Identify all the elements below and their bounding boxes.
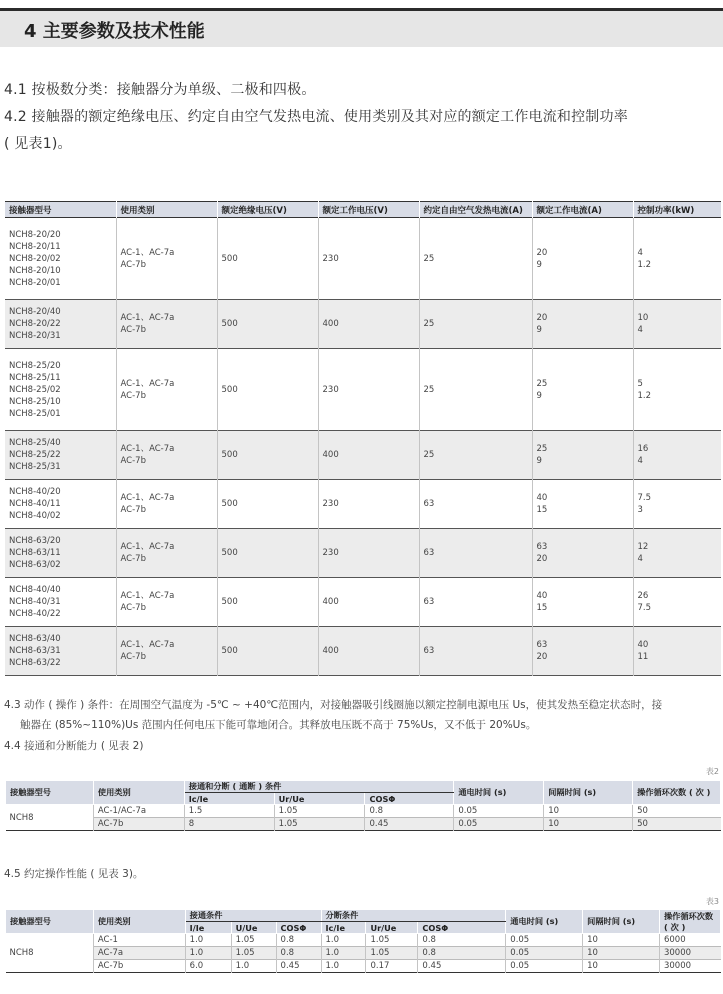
- col-header-control-power: 控制功率(kW): [633, 202, 721, 218]
- model-name: NCH8-40/11: [9, 499, 61, 509]
- current-value: 63: [536, 542, 548, 552]
- table-cell: 0.8: [276, 947, 321, 960]
- model-name: NCH8-20/20: [9, 229, 61, 240]
- power-value: 7.5: [637, 493, 652, 503]
- table-row: [5, 349, 721, 431]
- table-cell: 10: [583, 960, 660, 973]
- table-cell: 0.8: [418, 947, 506, 960]
- table-cell: AC-1: [93, 934, 185, 947]
- col-header-thermal-current: 约定自由空气发热电流(A): [419, 202, 532, 218]
- model-name: NCH8-40/40: [9, 585, 61, 595]
- table-cell: 50: [633, 818, 721, 831]
- table-row: [6, 947, 721, 960]
- operational-voltage-cell: 400: [318, 627, 419, 676]
- operational-current-cell: [532, 431, 633, 480]
- model-name: NCH8-40/22: [9, 609, 61, 619]
- power-value: 4: [637, 554, 643, 564]
- current-value: 25: [536, 378, 548, 389]
- power-value: 11: [637, 652, 649, 662]
- category-cell: [116, 218, 217, 300]
- t3-header-ur-ue: Ur/Ue: [366, 922, 418, 934]
- table-row: [5, 529, 721, 578]
- power-value: 40: [637, 640, 649, 650]
- operational-current-cell: [532, 300, 633, 349]
- insulation-voltage-cell: 500: [217, 480, 318, 529]
- control-power-cell: [633, 431, 721, 480]
- power-value: 16: [637, 444, 649, 454]
- thermal-current-cell: 25: [419, 300, 532, 349]
- category-value: AC-1、AC-7a: [120, 378, 175, 389]
- model-name: NCH8-25/40: [9, 438, 61, 448]
- paragraph-4-3-line-2: 触器在 (85%~110%)Us 范围内任何电压下能可靠地闭合。其释放电压既不高于 75%Us，又不低于 20%Us。: [20, 719, 537, 731]
- control-power-cell: [633, 349, 721, 431]
- model-name: NCH8-63/02: [9, 560, 61, 570]
- category-cell: [116, 431, 217, 480]
- table-cell: 1.0: [321, 960, 366, 973]
- table-cell: 10: [583, 934, 660, 947]
- category-cell: [116, 349, 217, 431]
- table-header-row: [5, 202, 721, 218]
- model-name: NCH8-20/31: [9, 331, 61, 341]
- category-cell: [116, 529, 217, 578]
- table-row: [6, 960, 721, 973]
- table-2-label: 表2: [705, 767, 719, 776]
- power-value: 26: [637, 591, 649, 601]
- thermal-current-cell: 25: [419, 349, 532, 431]
- insulation-voltage-cell: 500: [217, 578, 318, 627]
- table-cell: 1.05: [231, 934, 276, 947]
- power-value: 4: [637, 247, 643, 258]
- control-power-cell: [633, 529, 721, 578]
- control-power-cell: [633, 578, 721, 627]
- t3-header-category: 使用类别: [93, 910, 185, 934]
- table-cell: 0.8: [276, 934, 321, 947]
- t3-header-cos: COSΦ: [276, 922, 321, 934]
- table-cell: 50: [633, 805, 721, 818]
- t3-header-cycles: 操作循环次数 ( 次 ): [659, 910, 720, 934]
- model-cell: [5, 431, 116, 480]
- col-header-operational-current: 额定工作电流(A): [532, 202, 633, 218]
- thermal-current-cell: 63: [419, 578, 532, 627]
- operational-voltage-cell: 230: [318, 218, 419, 300]
- table-cell: 10: [544, 818, 633, 831]
- table-cell: AC-7b: [93, 960, 185, 973]
- model-name: NCH8-40/20: [9, 487, 61, 497]
- table-cell: 0.8: [418, 934, 506, 947]
- model-name: NCH8-20/22: [9, 319, 61, 329]
- table-cell: 1.05: [231, 947, 276, 960]
- col-header-operational-voltage: 额定工作电压(V): [318, 202, 419, 218]
- control-power-cell: [633, 218, 721, 300]
- table-row: [5, 480, 721, 529]
- current-value: 9: [536, 259, 542, 270]
- paragraph-4-2-line-1: 4.2 接触器的额定绝缘电压、约定自由空气发热电流、使用类别及其对应的额定工作电流和控制功率: [4, 109, 628, 125]
- t2-header-cycles: 操作循环次数 ( 次 ): [633, 781, 721, 805]
- category-value: AC-1、AC-7a: [120, 313, 175, 323]
- category-value: AC-7b: [120, 456, 146, 466]
- current-value: 20: [536, 554, 548, 564]
- operational-current-cell: [532, 480, 633, 529]
- table-cell: 0.05: [454, 818, 544, 831]
- model-name: NCH8-20/10: [9, 265, 61, 276]
- operational-voltage-cell: 400: [318, 431, 419, 480]
- power-value: 1.2: [637, 259, 652, 270]
- t2-header-category: 使用类别: [93, 781, 184, 805]
- control-power-cell: [633, 627, 721, 676]
- model-cell: [5, 627, 116, 676]
- t2-header-ic-ie: Ic/Ie: [184, 793, 274, 805]
- paragraph-4-3-line-1: 4.3 动作 ( 操作 ) 条件：在周围空气温度为 -5℃ ~ +40℃范围内，对接触器吸引线圈施以额定控制电源电压 Us，使其发热至稳定状态时，接: [4, 699, 663, 711]
- table-row: [5, 627, 721, 676]
- table-cell: 1.0: [231, 960, 276, 973]
- category-value: AC-1、AC-7a: [120, 444, 175, 454]
- category-value: AC-7b: [120, 603, 146, 613]
- model-cell: NCH8: [6, 934, 94, 973]
- table-cell: 0.05: [506, 934, 583, 947]
- paragraph-4-2-line-2: ( 见表1)。: [4, 136, 72, 152]
- current-value: 40: [536, 591, 548, 601]
- table-row: [6, 805, 721, 818]
- table-cell: 8: [184, 818, 274, 831]
- table-cell: 0.05: [506, 947, 583, 960]
- power-value: 12: [637, 542, 649, 552]
- model-name: NCH8-63/40: [9, 634, 61, 644]
- t2-header-on-time: 通电时间 (s): [454, 781, 544, 805]
- model-name: NCH8-20/02: [9, 253, 61, 264]
- paragraph-4-5: 4.5 约定操作性能 ( 见表 3)。: [4, 868, 144, 880]
- t2-header-cos: COSΦ: [365, 793, 454, 805]
- category-value: AC-7b: [120, 554, 146, 564]
- table-row: [6, 934, 721, 947]
- model-name: NCH8-40/02: [9, 511, 61, 521]
- current-value: 63: [536, 640, 548, 650]
- table-cell: 1.0: [321, 947, 366, 960]
- model-name: NCH8-25/02: [9, 384, 61, 395]
- operational-current-cell: [532, 578, 633, 627]
- insulation-voltage-cell: 500: [217, 349, 318, 431]
- model-cell: NCH8: [6, 805, 94, 831]
- current-value: 25: [536, 444, 548, 454]
- model-name: NCH8-63/20: [9, 536, 61, 546]
- table-cell: 0.05: [454, 805, 544, 818]
- power-value: 4: [637, 325, 643, 335]
- table-cell: 0.45: [276, 960, 321, 973]
- model-cell: [5, 578, 116, 627]
- model-cell: [5, 300, 116, 349]
- operational-current-cell: [532, 627, 633, 676]
- category-value: AC-1、AC-7a: [120, 591, 175, 601]
- t2-header-interval: 间隔时间 (s): [544, 781, 633, 805]
- current-value: 9: [536, 456, 542, 466]
- model-name: NCH8-25/11: [9, 372, 61, 383]
- paragraph-4-1: 4.1 按极数分类：接触器分为单级、二极和四极。: [4, 82, 316, 98]
- model-cell: [5, 480, 116, 529]
- table-cell: 1.05: [366, 934, 418, 947]
- operational-voltage-cell: 400: [318, 578, 419, 627]
- t3-header-u-ue: U/Ue: [231, 922, 276, 934]
- make-break-table: [5, 780, 721, 831]
- table-cell: 1.0: [321, 934, 366, 947]
- insulation-voltage-cell: 500: [217, 300, 318, 349]
- model-name: NCH8-25/10: [9, 396, 61, 407]
- table-cell: 10: [583, 947, 660, 960]
- t2-header-conditions: 接通和分断 ( 通断 ) 条件: [184, 781, 454, 793]
- table-row: [5, 300, 721, 349]
- t3-header-interval: 间隔时间 (s): [583, 910, 660, 934]
- category-cell: [116, 578, 217, 627]
- category-cell: [116, 627, 217, 676]
- category-value: AC-7b: [120, 505, 146, 515]
- thermal-current-cell: 63: [419, 529, 532, 578]
- operational-current-cell: [532, 349, 633, 431]
- col-header-model: 接触器型号: [5, 202, 116, 218]
- category-value: AC-7b: [120, 259, 146, 270]
- model-cell: [5, 529, 116, 578]
- power-value: 7.5: [637, 603, 652, 613]
- insulation-voltage-cell: 500: [217, 218, 318, 300]
- operating-performance-table: [5, 909, 721, 973]
- section-title: 4 主要参数及技术性能: [24, 21, 205, 42]
- table-cell: 30000: [659, 960, 720, 973]
- model-name: NCH8-20/40: [9, 307, 61, 317]
- current-value: 20: [536, 247, 548, 258]
- model-name: NCH8-40/31: [9, 597, 61, 607]
- operational-current-cell: [532, 218, 633, 300]
- t3-header-on-time: 通电时间 (s): [506, 910, 583, 934]
- t3-header-make: 接通条件: [185, 910, 321, 922]
- current-value: 9: [536, 390, 542, 401]
- thermal-current-cell: 63: [419, 627, 532, 676]
- model-name: NCH8-20/01: [9, 277, 61, 288]
- model-cell: [5, 349, 116, 431]
- model-name: NCH8-25/31: [9, 462, 61, 472]
- power-value: 4: [637, 456, 643, 466]
- insulation-voltage-cell: 500: [217, 529, 318, 578]
- parameters-table: [5, 201, 721, 676]
- t3-header-break: 分断条件: [321, 910, 506, 922]
- current-value: 20: [536, 313, 548, 323]
- thermal-current-cell: 25: [419, 431, 532, 480]
- table-cell: 0.17: [366, 960, 418, 973]
- power-value: 1.2: [637, 390, 652, 401]
- table-cell: AC-7b: [93, 818, 184, 831]
- model-name: NCH8-63/11: [9, 548, 61, 558]
- insulation-voltage-cell: 500: [217, 627, 318, 676]
- insulation-voltage-cell: 500: [217, 431, 318, 480]
- table-cell: 1.0: [185, 934, 231, 947]
- operational-voltage-cell: 400: [318, 300, 419, 349]
- category-value: AC-1、AC-7a: [120, 640, 175, 650]
- thermal-current-cell: 63: [419, 480, 532, 529]
- table-cell: 0.45: [418, 960, 506, 973]
- model-name: NCH8-63/22: [9, 658, 61, 668]
- t2-header-model: 接触器型号: [6, 781, 94, 805]
- t3-header-ic-ie: Ic/Ie: [321, 922, 366, 934]
- table-row: [5, 218, 721, 300]
- paragraph-4-4: 4.4 接通和分断能力 ( 见表 2): [4, 740, 144, 752]
- operational-voltage-cell: 230: [318, 480, 419, 529]
- category-value: AC-1、AC-7a: [120, 542, 175, 552]
- table-cell: 6.0: [185, 960, 231, 973]
- category-value: AC-7b: [120, 652, 146, 662]
- operational-voltage-cell: 230: [318, 529, 419, 578]
- power-value: 3: [637, 505, 643, 515]
- table-cell: 10: [544, 805, 633, 818]
- table-cell: 1.0: [185, 947, 231, 960]
- current-value: 40: [536, 493, 548, 503]
- table-cell: 30000: [659, 947, 720, 960]
- current-value: 15: [536, 603, 548, 613]
- category-cell: [116, 480, 217, 529]
- table-cell: 0.05: [506, 960, 583, 973]
- power-value: 10: [637, 313, 649, 323]
- t3-header-cos-2: COSΦ: [418, 922, 506, 934]
- table-cell: 1.05: [274, 818, 365, 831]
- table-cell: 1.05: [274, 805, 365, 818]
- t2-header-ur-ue: Ur/Ue: [274, 793, 365, 805]
- t3-header-i-ie: I/Ie: [185, 922, 231, 934]
- model-name: NCH8-25/22: [9, 450, 61, 460]
- thermal-current-cell: 25: [419, 218, 532, 300]
- col-header-insulation-voltage: 额定绝缘电压(V): [217, 202, 318, 218]
- category-cell: [116, 300, 217, 349]
- table-3-label: 表3: [705, 897, 719, 906]
- control-power-cell: [633, 480, 721, 529]
- table-row: [5, 578, 721, 627]
- model-cell: [5, 218, 116, 300]
- category-value: AC-7b: [120, 325, 146, 335]
- power-value: 5: [637, 378, 643, 389]
- table-cell: AC-7a: [93, 947, 185, 960]
- col-header-category: 使用类别: [116, 202, 217, 218]
- table-cell: 1.05: [366, 947, 418, 960]
- table-cell: AC-1/AC-7a: [93, 805, 184, 818]
- current-value: 9: [536, 325, 542, 335]
- t3-header-model: 接触器型号: [6, 910, 94, 934]
- table-cell: 0.8: [365, 805, 454, 818]
- table-cell: 6000: [659, 934, 720, 947]
- table-row: [5, 431, 721, 480]
- category-value: AC-7b: [120, 390, 146, 401]
- current-value: 15: [536, 505, 548, 515]
- table-cell: 1.5: [184, 805, 274, 818]
- model-name: NCH8-25/01: [9, 408, 61, 419]
- table-row: [6, 818, 721, 831]
- operational-voltage-cell: 230: [318, 349, 419, 431]
- model-name: NCH8-20/11: [9, 241, 61, 252]
- category-value: AC-1、AC-7a: [120, 247, 175, 258]
- operational-current-cell: [532, 529, 633, 578]
- table-cell: 0.45: [365, 818, 454, 831]
- model-name: NCH8-63/31: [9, 646, 61, 656]
- current-value: 20: [536, 652, 548, 662]
- category-value: AC-1、AC-7a: [120, 493, 175, 503]
- model-name: NCH8-25/20: [9, 360, 61, 371]
- control-power-cell: [633, 300, 721, 349]
